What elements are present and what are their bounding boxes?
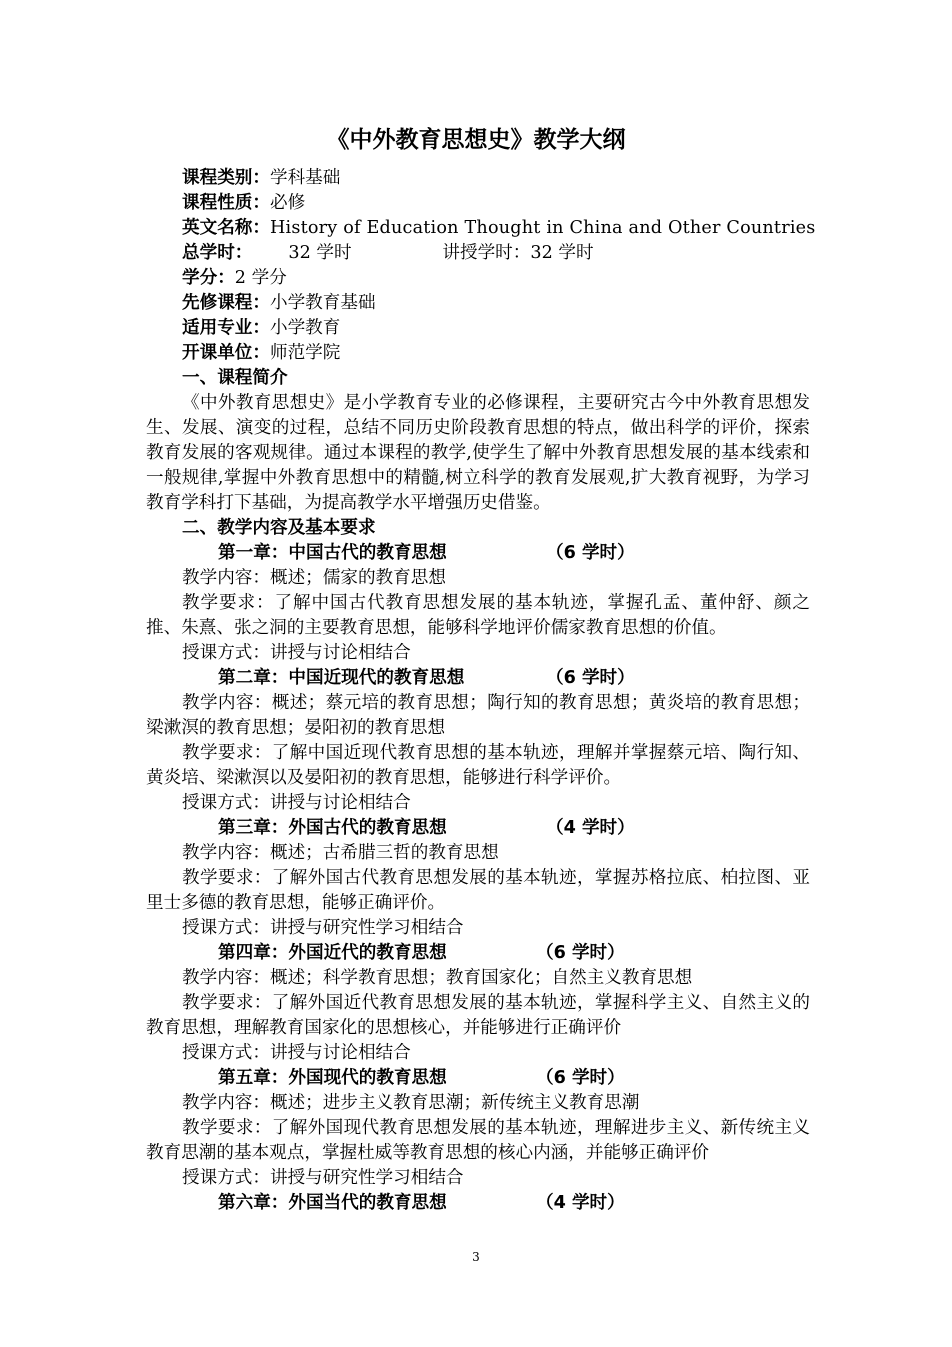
chapter-heading: 第四章：外国近代的教育思想 （6 学时） — [218, 943, 625, 963]
chapter-method: 授课方式：讲授与讨论相结合 — [182, 793, 411, 813]
info-english-name: 英文名称：History of Education Thought in China and Other Countries — [182, 218, 816, 238]
chapter-requirement: 教学要求：了解中国古代教育思想发展的基本轨迹，掌握孔孟、董仲舒、颜之推、朱熹、张之洞的主要教育思想，能够科学地评价儒家教育思想的价值。 — [146, 593, 810, 638]
page-number: 3 — [472, 1250, 480, 1264]
section-heading-content: 二、教学内容及基本要求 — [182, 518, 376, 538]
chapter-requirement: 教学要求：了解外国古代教育思想发展的基本轨迹，掌握苏格拉底、柏拉图、亚里士多德的教育思想，能够正确评价。 — [146, 868, 810, 913]
chapter-method: 授课方式：讲授与研究性学习相结合 — [182, 918, 464, 938]
info-hours: 总学时： 32 学时 讲授学时：32 学时 — [182, 243, 594, 263]
chapter-heading: 第三章：外国古代的教育思想 （4 学时） — [218, 818, 635, 838]
chapter-heading: 第五章：外国现代的教育思想 （6 学时） — [218, 1068, 625, 1088]
info-credit: 学分：2 学分 — [182, 268, 287, 288]
chapter-heading: 第六章：外国当代的教育思想 （4 学时） — [218, 1193, 625, 1213]
course-intro-paragraph: 《中外教育思想史》是小学教育专业的必修课程，主要研究古今中外教育思想发生、发展、演变的过程，总结不同历史阶段教育思想的特点，做出科学的评价，探索教育发展的客观规律。通过本课程的教学,使学生了解中外教育思想发展的基本线索和一般规律,掌握中外教育思想中的精髓,树立科学的教育发展观,扩大教育视野，为学习教育学科打下基础，为提高教学水平增强历史借鉴。 — [146, 393, 810, 513]
chapter-method: 授课方式：讲授与讨论相结合 — [182, 643, 411, 663]
chapter-content: 教学内容：概述；蔡元培的教育思想；陶行知的教育思想；黄炎培的教育思想；梁漱溟的教育思想；晏阳初的教育思想 — [146, 693, 810, 738]
chapter-method: 授课方式：讲授与讨论相结合 — [182, 1043, 411, 1063]
chapter-content: 教学内容：概述；古希腊三哲的教育思想 — [182, 843, 499, 863]
chapter-content: 教学内容：概述；科学教育思想；教育国家化；自然主义教育思想 — [182, 968, 693, 988]
chapter-content: 教学内容：概述；儒家的教育思想 — [182, 568, 446, 588]
chapter-requirement: 教学要求：了解中国近现代教育思想的基本轨迹，理解并掌握蔡元培、陶行知、黄炎培、梁漱溟以及晏阳初的教育思想，能够进行科学评价。 — [146, 743, 810, 788]
document-body — [146, 166, 816, 1216]
info-major: 适用专业：小学教育 — [182, 318, 341, 338]
chapter-method: 授课方式：讲授与研究性学习相结合 — [182, 1168, 464, 1188]
chapter-heading: 第二章：中国近现代的教育思想 （6 学时） — [218, 668, 635, 688]
info-nature: 课程性质：必修 — [182, 193, 306, 213]
chapter-requirement: 教学要求：了解外国现代教育思想发展的基本轨迹，理解进步主义、新传统主义教育思潮的基本观点，掌握杜威等教育思想的核心内涵，并能够正确评价 — [146, 1118, 810, 1163]
chapter-heading: 第一章：中国古代的教育思想 （6 学时） — [218, 543, 635, 563]
info-category: 课程类别：学科基础 — [182, 168, 341, 188]
section-heading-intro: 一、课程简介 — [182, 368, 288, 388]
document-title: 《中外教育思想史》教学大纲 — [326, 127, 626, 153]
chapter-requirement: 教学要求：了解外国近代教育思想发展的基本轨迹，掌握科学主义、自然主义的教育思想，理解教育国家化的思想核心，并能够进行正确评价 — [146, 993, 810, 1038]
info-department: 开课单位：师范学院 — [182, 343, 341, 363]
info-prerequisite: 先修课程：小学教育基础 — [182, 293, 376, 313]
chapter-content: 教学内容：概述；进步主义教育思潮；新传统主义教育思潮 — [182, 1093, 640, 1113]
